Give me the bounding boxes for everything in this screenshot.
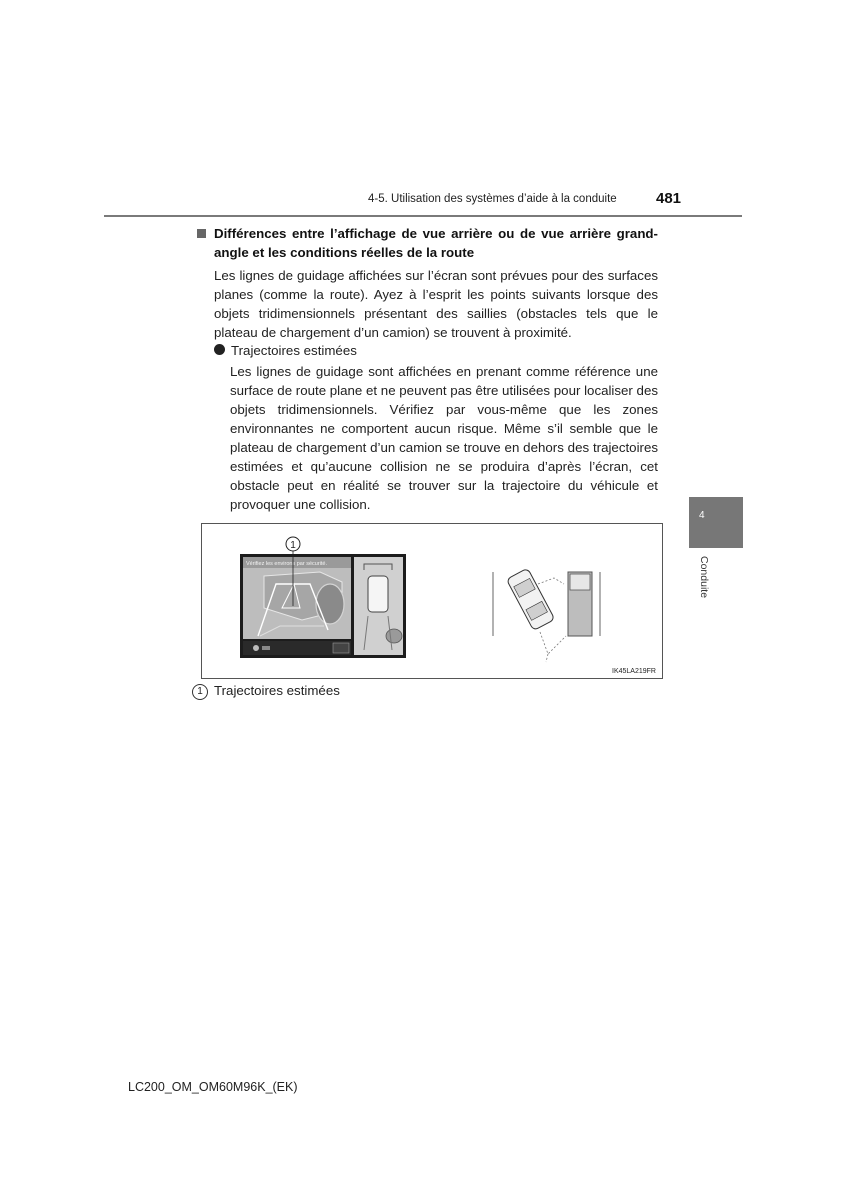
truck-cab: [570, 574, 590, 590]
page-number: 481: [656, 190, 682, 207]
footer-text: LC200_OM_OM60M96K_(EK): [128, 1080, 298, 1094]
round-bullet-icon: [214, 344, 225, 355]
chapter-label-text: Conduite: [698, 556, 710, 599]
reversing-vehicle: [506, 568, 554, 630]
top-view-obstacle: [386, 629, 402, 643]
callout-number: 1: [290, 540, 296, 551]
chapter-tab: [689, 497, 743, 548]
guide-mode-icon: [333, 643, 349, 653]
bullet-title: Trajectoires estimées: [231, 343, 357, 358]
bullet-paragraph: Les lignes de guidage sont affichées en prenant comme référence une surface de route plane et ne peuvent pas être utilisées pour localiser des objets tridimensionnels. Vérifiez par vous-même que les zones environnantes ne comportent aucun risque. Même s’il semble que le plateau de chargement d’un camion se trouve en dehors des trajectoires estimées et qu’aucune collision ne se produira d’après l’écran, cet obstacle peut en réalité se trouver sur la trajectoire du véhicule et provoquer une collision.: [230, 364, 658, 512]
top-view-vehicle: [368, 576, 388, 612]
rear-view-illustration: [202, 524, 662, 678]
trajectory-arc: [538, 578, 564, 584]
figure-code: IK45LA219FR: [612, 668, 656, 675]
chapter-label: [697, 556, 711, 616]
caption-number: 1: [192, 684, 208, 700]
truck-wheel: [316, 584, 344, 624]
view-toggle-icon: [262, 646, 270, 650]
screen-message: Vérifiez les environs par sécurité.: [246, 561, 328, 567]
camera-icon: [253, 645, 259, 651]
section-paragraph: Les lignes de guidage affichées sur l’écran sont prévues pour des surfaces planes (comme la route). Ayez à l’esprit les points suivants lorsque des objets tridimensionnels présentant des saillies (obstacles tels que le plateau de chargement d’un camion) se trouvent à proximité.: [214, 268, 658, 340]
illustration-frame: [201, 523, 663, 679]
header-section-title: 4-5. Utilisation des systèmes d’aide à la conduite: [368, 193, 617, 205]
chapter-tab-number: 4: [699, 510, 705, 521]
estimated-trajectory-top: [540, 632, 566, 662]
square-bullet-icon: [197, 229, 206, 238]
header-rule: [104, 215, 742, 217]
section-heading: Différences entre l’affichage de vue arrière ou de vue arrière grand-angle et les conditions réelles de la route: [214, 226, 658, 260]
caption-text: Trajectoires estimées: [214, 683, 340, 698]
